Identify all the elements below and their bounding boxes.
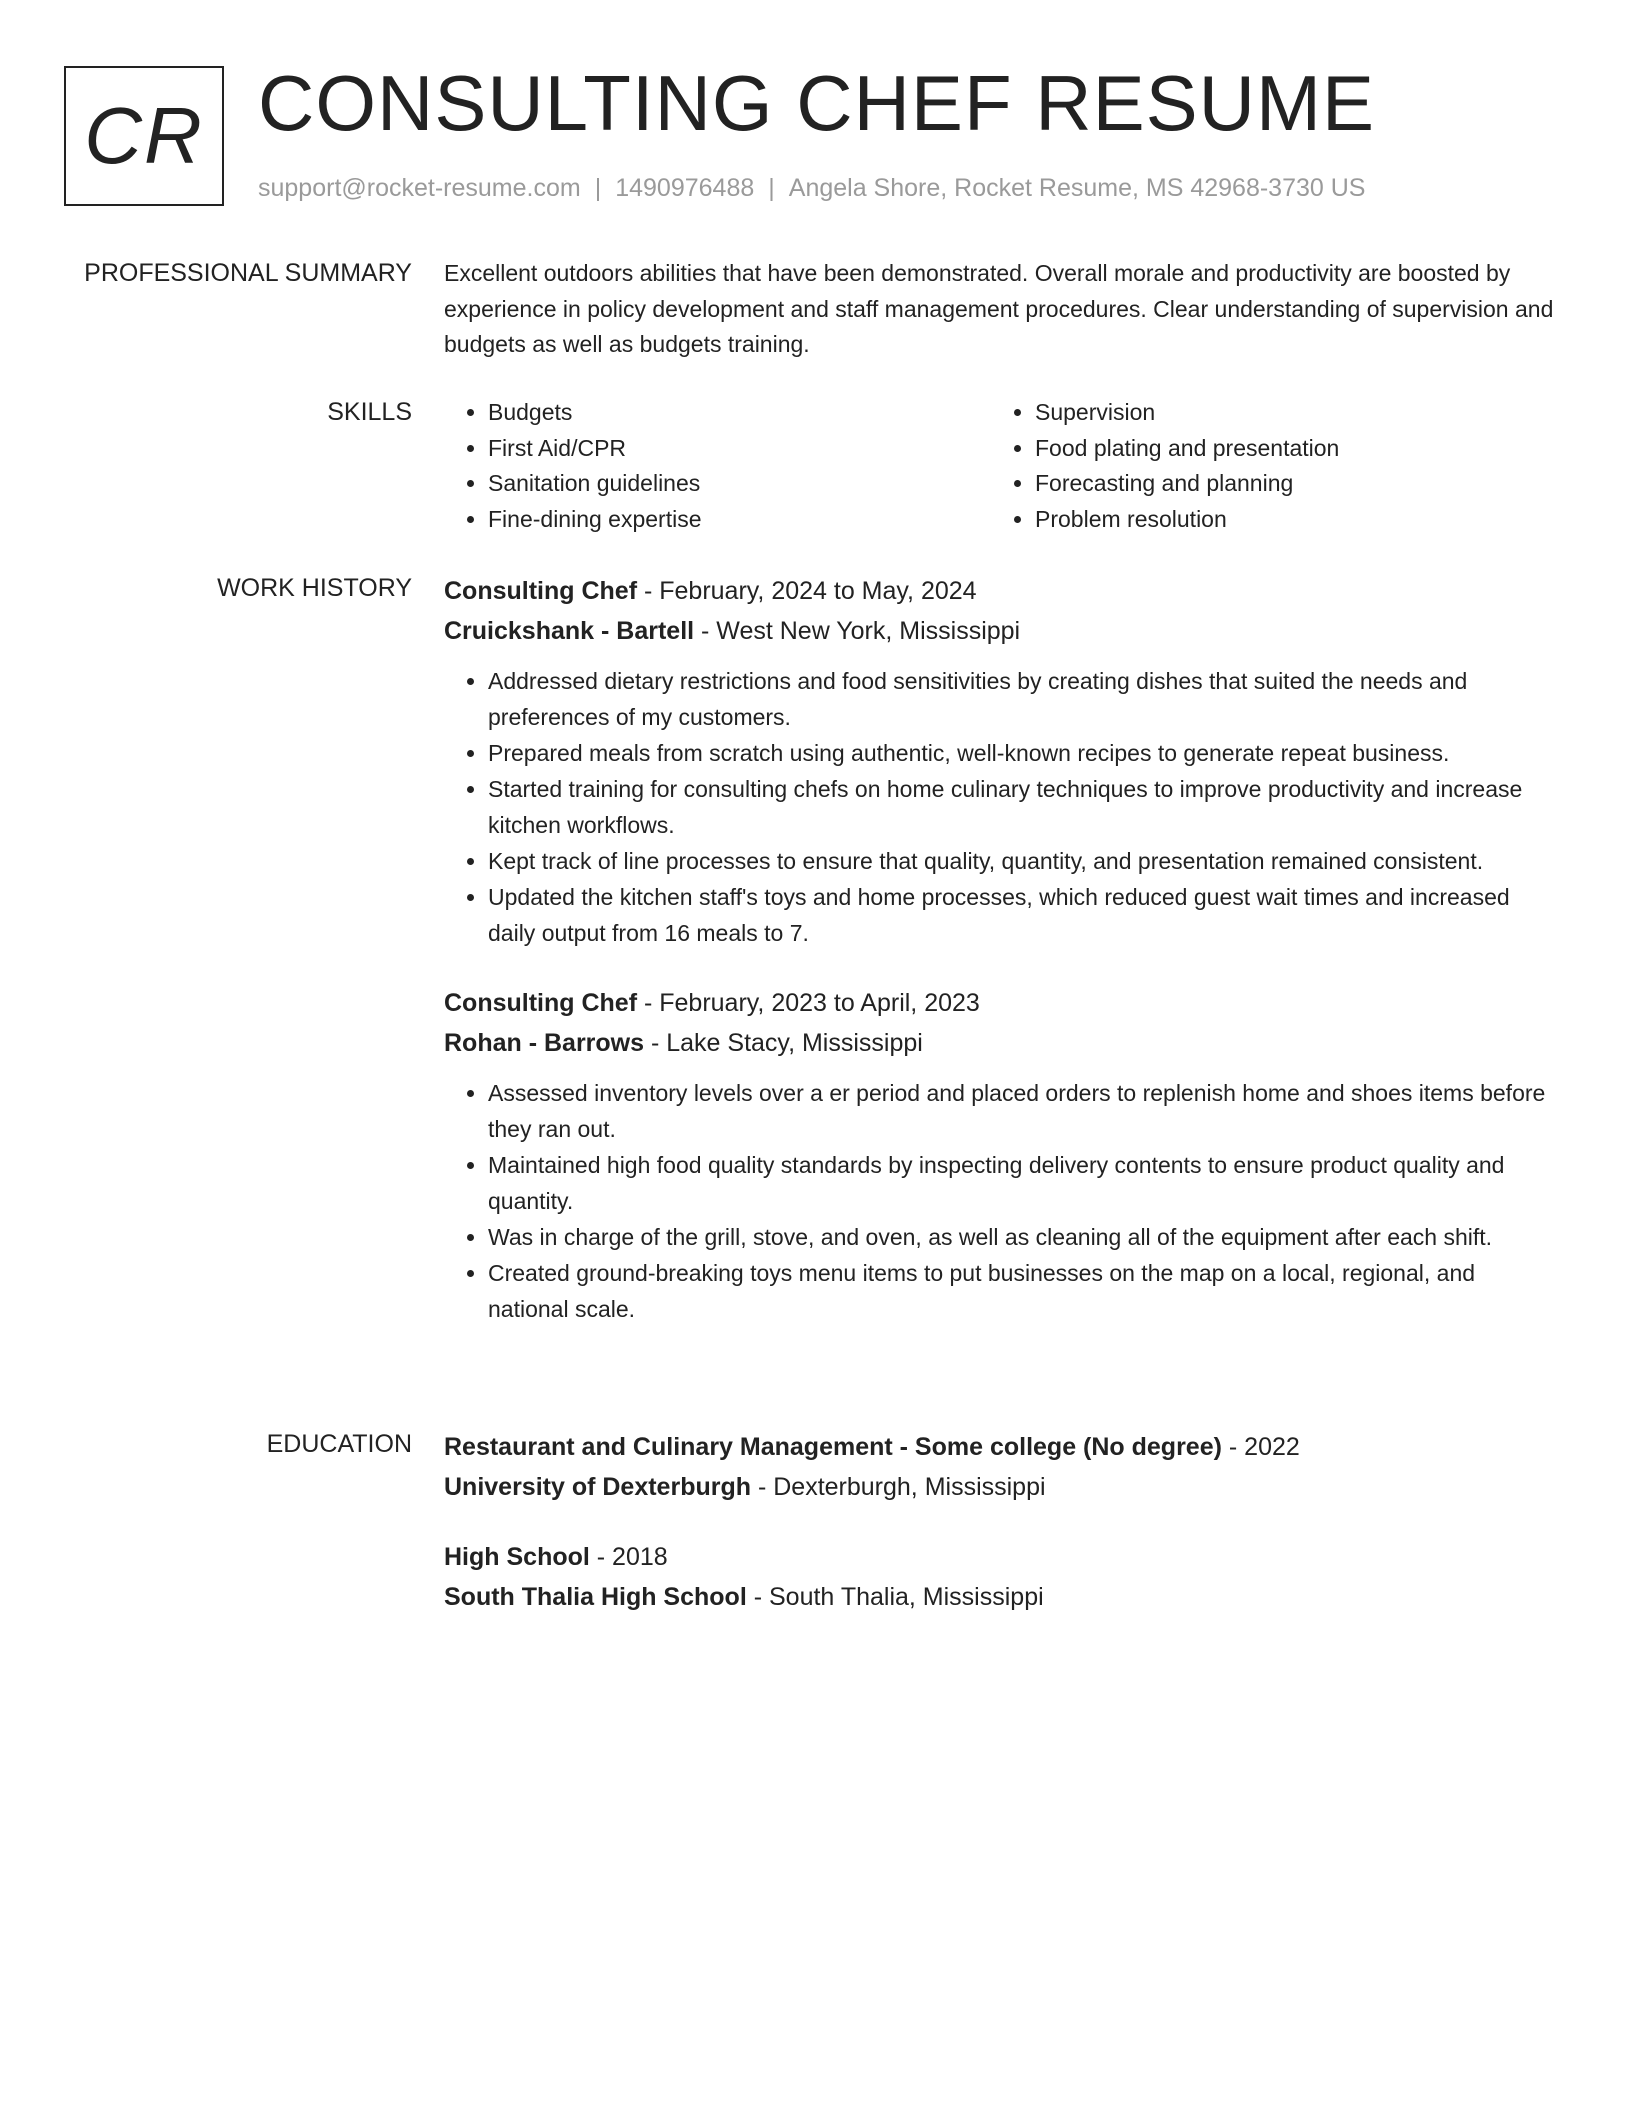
skills-column-right [991, 395, 1535, 537]
skills-list [444, 395, 1560, 537]
degree-year: - 2018 [589, 1543, 668, 1571]
degree-year: - 2022 [1221, 1433, 1300, 1461]
job-bullets [444, 663, 1560, 951]
degree-name: High School [444, 1543, 590, 1571]
degree-line [444, 1537, 1560, 1577]
job-title: Consulting Chef [444, 989, 638, 1017]
skill-item: • First Aid/CPR [488, 431, 988, 467]
skill-item: • Fine-dining expertise [488, 502, 988, 538]
contact-separator: | [594, 174, 602, 202]
contact-line [258, 174, 1365, 203]
contact-phone[interactable]: 1490976488 [615, 174, 755, 202]
degree-line [444, 1427, 1560, 1467]
job-bullet: • Assessed inventory levels over a er period and placed orders to replenish home and shoes items before they ran out. [488, 1075, 1560, 1147]
job-company-line [444, 611, 1560, 651]
education-entry [444, 1537, 1560, 1617]
resume-title: CONSULTING CHEF RESUME [258, 59, 1375, 147]
skill-item: • Food plating and presentation [1035, 431, 1535, 467]
job-bullet: • Created ground-breaking toys menu items to put businesses on the map on a local, regional, and national scale. [488, 1255, 1560, 1327]
job-entry [444, 983, 1560, 1327]
school-location: - Dexterburgh, Mississippi [751, 1473, 1046, 1501]
section-label: EDUCATION [266, 1430, 412, 1458]
skill-item: • Sanitation guidelines [488, 466, 988, 502]
section-label: WORK HISTORY [217, 574, 412, 602]
job-entry [444, 571, 1560, 951]
job-title: Consulting Chef [444, 577, 638, 605]
education-entry [444, 1427, 1560, 1507]
contact-email[interactable]: support@rocket-resume.com [258, 174, 581, 202]
skill-item: • Forecasting and planning [1035, 466, 1535, 502]
skill-item: • Budgets [488, 395, 988, 431]
job-title-line [444, 983, 1560, 1023]
job-company: Rohan - Barrows [444, 1029, 645, 1057]
job-bullet: • Kept track of line processes to ensure that quality, quantity, and presentation remained consistent. [488, 843, 1560, 879]
job-company: Cruickshank - Bartell [444, 617, 695, 645]
job-location: - Lake Stacy, Mississippi [644, 1029, 923, 1057]
contact-separator: | [768, 174, 775, 202]
work-history-body [444, 571, 1560, 1327]
education-body [444, 1427, 1560, 1617]
skills-column-left [444, 395, 988, 537]
job-bullets [444, 1075, 1560, 1327]
summary-body [444, 256, 1560, 363]
job-bullet: • Addressed dietary restrictions and food sensitivities by creating dishes that suited the needs and preferences of my customers. [488, 663, 1560, 735]
job-bullet: • Was in charge of the grill, stove, and oven, as well as cleaning all of the equipment after each shift. [488, 1219, 1560, 1255]
school-name: South Thalia High School [444, 1583, 747, 1611]
school-location: - South Thalia, Mississippi [746, 1583, 1044, 1611]
skill-item: • Supervision [1035, 395, 1535, 431]
school-name: University of Dexterburgh [444, 1473, 752, 1501]
school-line [444, 1467, 1560, 1507]
school-line [444, 1577, 1560, 1617]
skill-item: • Problem resolution [1035, 502, 1535, 538]
job-location: - West New York, Mississippi [694, 617, 1021, 645]
job-title-line [444, 571, 1560, 611]
section-label: SKILLS [327, 398, 412, 426]
job-dates: - February, 2023 to April, 2023 [637, 989, 980, 1017]
section-label: PROFESSIONAL SUMMARY [84, 259, 412, 287]
job-bullet: • Updated the kitchen staff's toys and home processes, which reduced guest wait times and increased daily output from 16 meals to 7. [488, 879, 1560, 951]
monogram-logo: CR [64, 66, 224, 206]
summary-text: Excellent outdoors abilities that have been demonstrated. Overall morale and productivity are boosted by experience in policy development and staff management procedures. Clear understanding of supervision and budgets as well as budgets training. [444, 260, 1554, 357]
job-bullet: • Maintained high food quality standards by inspecting delivery contents to ensure product quality and quantity. [488, 1147, 1560, 1219]
job-bullet: • Started training for consulting chefs on home culinary techniques to improve productivity and increase kitchen workflows. [488, 771, 1560, 843]
job-bullet: • Prepared meals from scratch using authentic, well-known recipes to generate repeat business. [488, 735, 1560, 771]
degree-name: Restaurant and Culinary Management - Some college (No degree) [444, 1433, 1222, 1461]
contact-address: Angela Shore, Rocket Resume, MS 42968-3730 US [788, 174, 1366, 202]
job-company-line [444, 1023, 1560, 1063]
job-dates: - February, 2024 to May, 2024 [637, 577, 977, 605]
